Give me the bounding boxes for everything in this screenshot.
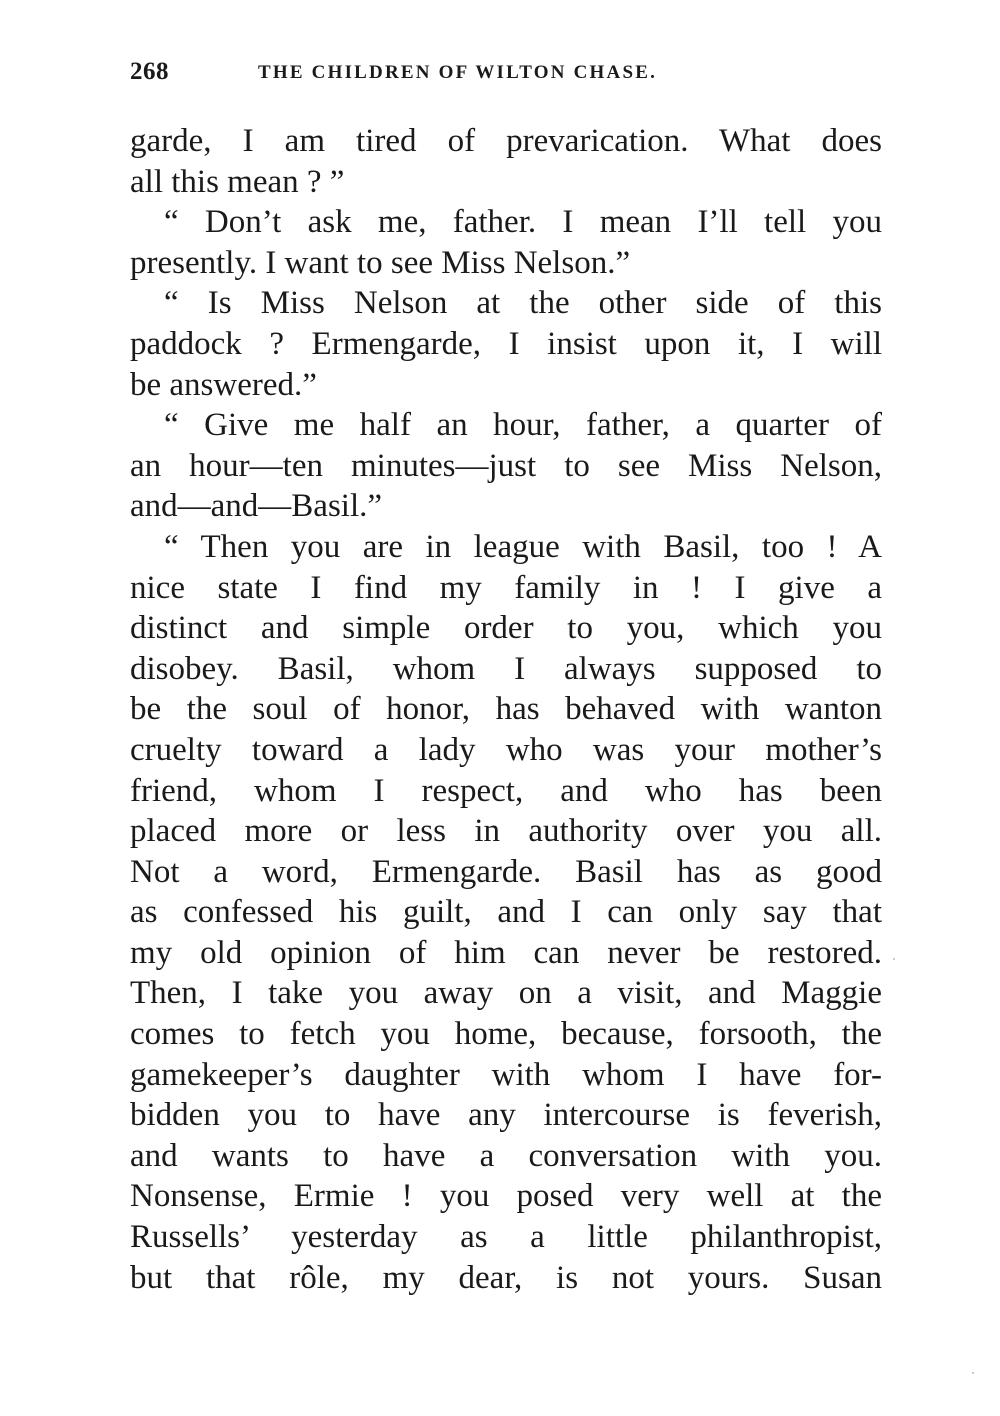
- text-line: and wants to have a conversation with you.: [130, 1137, 882, 1174]
- running-title: THE CHILDREN OF WILTON CHASE.: [258, 62, 658, 83]
- text-line: “ Give me half an hour, father, a quarter of: [164, 407, 882, 444]
- text-line: as confessed his guilt, and I can only say that: [130, 894, 882, 931]
- body-text: [130, 121, 882, 1298]
- text-line: garde, I am tired of prevarication. What does: [130, 123, 882, 159]
- text-line: gamekeeper’s daughter with whom I have for-: [130, 1056, 882, 1093]
- text-line: but that rôle, my dear, is not yours. Susan: [130, 1259, 882, 1296]
- text-line: cruelty toward a lady who was your mother’s: [130, 731, 882, 768]
- text-line: paddock ? Ermengarde, I insist upon it, I will: [130, 325, 882, 362]
- text-line: an hour—ten minutes—just to see Miss Nelson,: [130, 447, 882, 484]
- text-line: Not a word, Ermengarde. Basil has as good: [130, 853, 882, 890]
- text-line: and—and—Basil.”: [130, 488, 383, 525]
- text-line: bidden you to have any intercourse is feverish,: [130, 1097, 882, 1134]
- text-line: presently. I want to see Miss Nelson.”: [130, 244, 631, 281]
- text-line: all this mean ? ”: [130, 163, 345, 200]
- text-line: Then, I take you away on a visit, and Maggie: [130, 975, 882, 1012]
- text-line: be answered.”: [130, 366, 317, 403]
- text-line: placed more or less in authority over you all.: [130, 813, 882, 850]
- text-line: “ Then you are in league with Basil, too ! A: [164, 528, 882, 565]
- paper-speck: [972, 1372, 974, 1374]
- page-number: 268: [130, 58, 169, 85]
- text-line: “ Is Miss Nelson at the other side of this: [164, 285, 882, 322]
- text-line: “ Don’t ask me, father. I mean I’ll tell you: [164, 204, 882, 241]
- text-line: nice state I find my family in ! I give a: [130, 569, 882, 606]
- text-line: friend, whom I respect, and who has been: [130, 772, 882, 809]
- text-line: my old opinion of him can never be restored.: [130, 934, 882, 971]
- running-head: [130, 58, 890, 98]
- text-line: Russells’ yesterday as a little philanthropist,: [130, 1219, 882, 1256]
- text-line: comes to fetch you home, because, forsooth, the: [130, 1016, 882, 1053]
- text-line: distinct and simple order to you, which you: [130, 610, 882, 647]
- text-line: be the soul of honor, has behaved with wanton: [130, 691, 882, 728]
- text-line: Nonsense, Ermie ! you posed very well at the: [130, 1178, 882, 1215]
- text-line: disobey. Basil, whom I always supposed to: [130, 650, 882, 687]
- paper-speck: [893, 958, 895, 960]
